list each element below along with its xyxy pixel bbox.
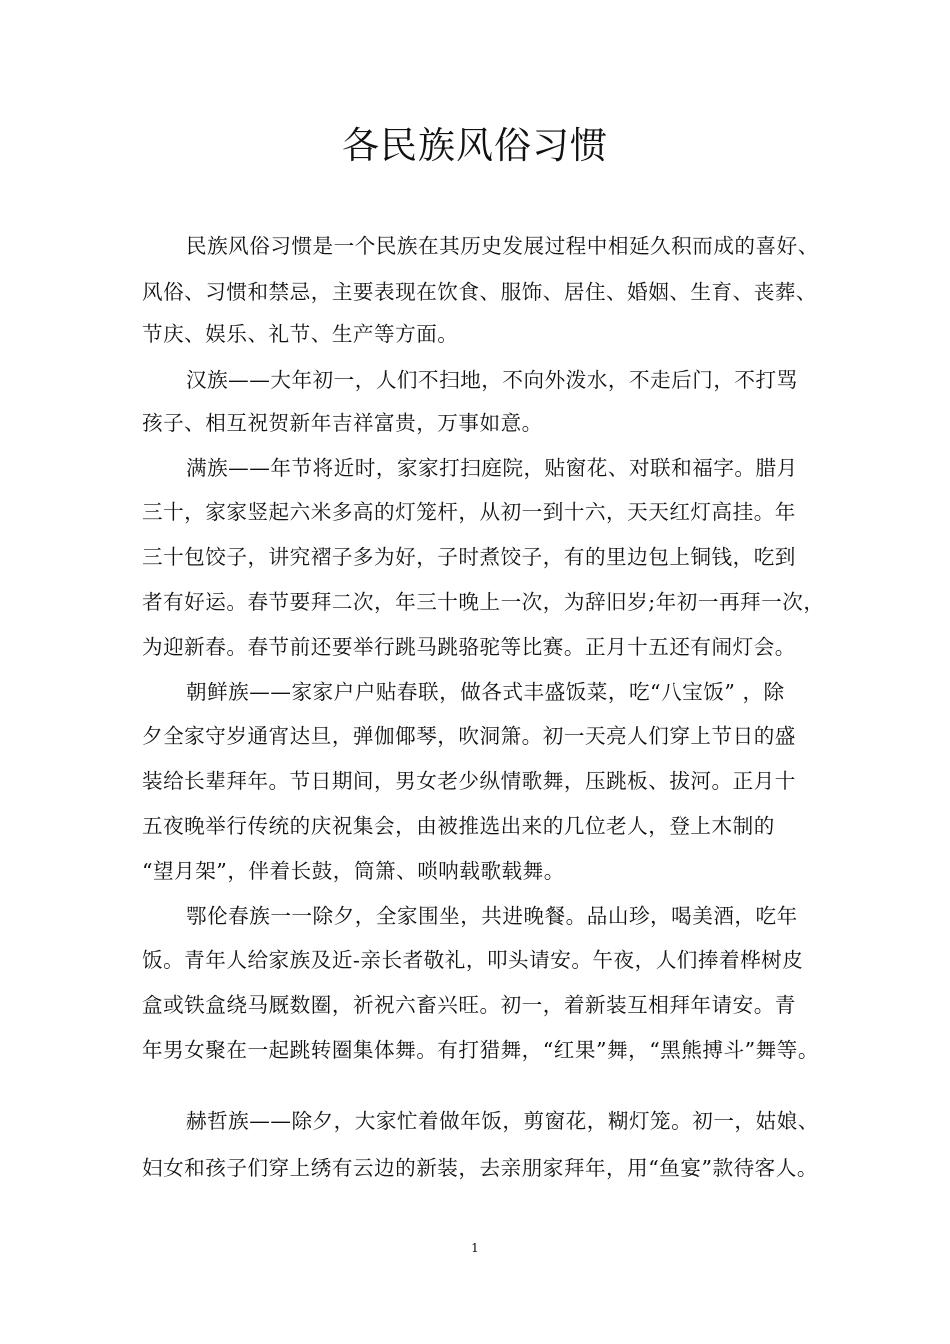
paragraph-3-line-1: 满族——年节将近时，家家打扫庭院，贴窗花、对联和福字。腊月: [186, 456, 798, 480]
paragraph-3-line-5: 为迎新春。春节前还要举行跳马跳骆驼等比赛。正月十五还有闹灯会。: [142, 635, 796, 659]
document-title: 各民族风俗习惯: [342, 124, 608, 167]
paragraph-3-line-2: 三十，家家竖起六米多高的灯笼杆，从初一到十六，天天红灯高挂。年: [142, 500, 796, 524]
paragraph-5-line-3: 盒或铁盒绕马厩数圈，祈祝六畜兴旺。初一，着新装互相拜年请安。青: [142, 993, 796, 1017]
paragraph-6-line-2: 妇女和孩子们穿上绣有云边的新装，去亲朋家拜年，用“鱼宴”款待客人。: [142, 1156, 818, 1180]
paragraph-3-line-4: 者有好运。春节要拜二次，年三十晚上一次，为辞旧岁;年初一再拜一次，: [142, 590, 825, 614]
paragraph-3-line-3: 三十包饺子，讲究褶子多为好，子时煮饺子，有的里边包上铜钱，吃到: [142, 545, 796, 569]
paragraph-5-line-2: 饭。青年人给家族及近-亲长者敬礼，叩头请安。午夜，人们捧着桦树皮: [142, 948, 804, 972]
paragraph-1-line-3: 节庆、娱乐、礼节、生产等方面。: [142, 322, 459, 346]
paragraph-5-line-4: 年男女聚在一起跳转圈集体舞。有打猎舞，“红果”舞，“黑熊搏斗”舞等。: [142, 1038, 819, 1062]
paragraph-2-line-2: 孩子、相互祝贺新年吉祥富贵，万事如意。: [142, 411, 543, 435]
paragraph-4-line-3: 装给长辈拜年。节日期间，男女老少纵情歌舞，压跳板、拔河。正月十: [142, 769, 796, 793]
paragraph-1-line-1: 民族风俗习惯是一个民族在其历史发展过程中相延久积而成的喜好、: [186, 234, 819, 258]
paragraph-4-line-4: 五夜晚举行传统的庆祝集会，由被推选出来的几位老人，登上木制的: [142, 814, 775, 838]
paragraph-4-line-5: “望月架”，伴着长鼓，筒箫、唢呐载歌载舞。: [142, 859, 565, 883]
page-number: 1: [471, 1241, 479, 1255]
paragraph-5-line-1: 鄂伦春族一一除夕，全家围坐，共进晚餐。品山珍，喝美酒，吃年: [186, 904, 798, 928]
paragraph-6-line-1: 赫哲族——除夕，大家忙着做年饭，剪窗花，糊灯笼。初一，姑娘、: [186, 1109, 819, 1133]
paragraph-2-line-1: 汉族——大年初一，人们不扫地，不向外泼水，不走后门，不打骂: [186, 368, 798, 392]
paragraph-4-line-2: 夕全家守岁通宵达旦，弹伽倻琴，吹洞箫。初一天亮人们穿上节日的盛: [142, 724, 796, 748]
paragraph-1-line-2: 风俗、习惯和禁忌，主要表现在饮食、服饰、居住、婚姻、生育、丧葬、: [142, 280, 817, 304]
paragraph-4-line-1: 朝鲜族——家家户户贴春联，做各式丰盛饭菜，吃“八宝饭” ，除: [186, 680, 785, 704]
